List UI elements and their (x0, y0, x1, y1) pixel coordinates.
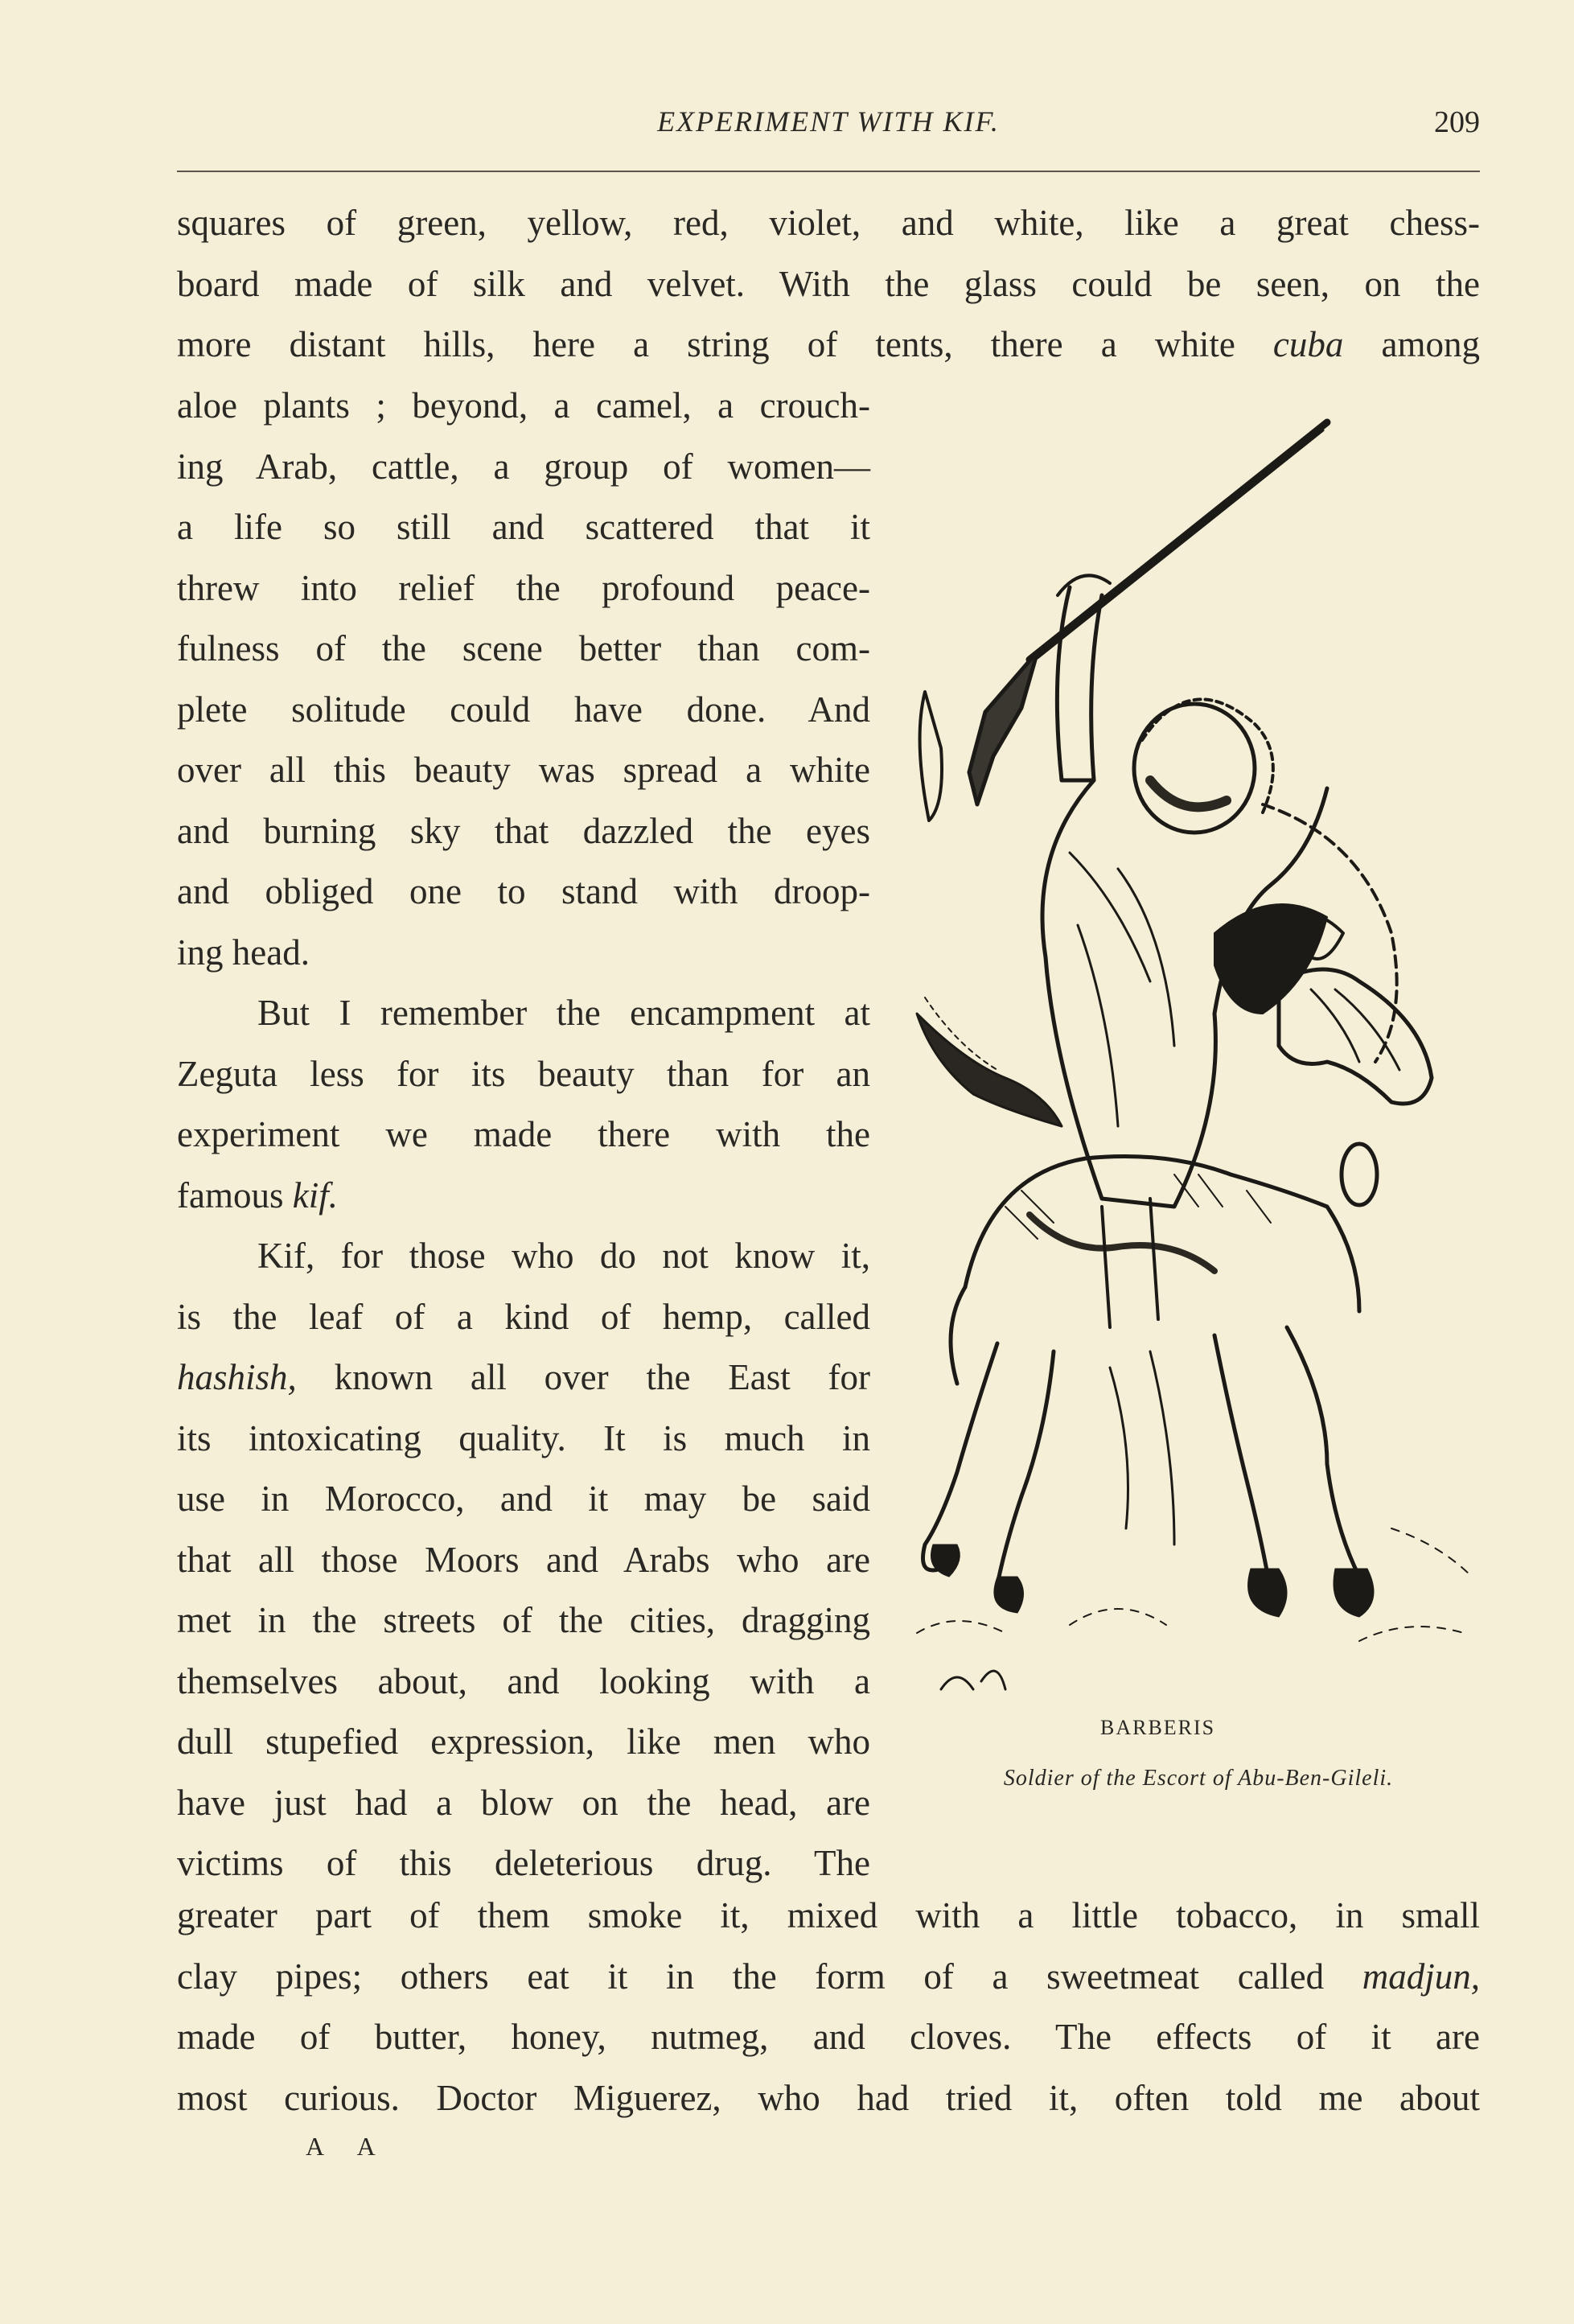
text-run: famous (177, 1174, 293, 1215)
text-line (177, 1347, 870, 1409)
running-title: EXPERIMENT WITH KIF. (657, 105, 1000, 138)
text-line: have just had a blow on the head, are (177, 1782, 870, 1823)
text-line: victims of this deleterious drug. The (177, 1843, 870, 1883)
figure-caption: Soldier of the Escort of Abu-Ben-Gileli. (1003, 1766, 1394, 1791)
text-line: threw into relief the profound peace- (177, 567, 870, 608)
italic-word: madjun, (1362, 1956, 1480, 1997)
italic-word: cuba (1272, 324, 1344, 364)
signature-mark: A A (306, 2132, 390, 2161)
text-line: and burning sky that dazzled the eyes (177, 810, 870, 851)
text-line: its intoxicating quality. It is much in (177, 1417, 870, 1458)
text-line: a life so still and scattered that it (177, 507, 870, 547)
text-line: squares of green, yellow, red, violet, and white, like a great chess- (177, 203, 1480, 243)
text-line: board made of silk and velvet. With the glass could be seen, on the (177, 263, 1480, 304)
illustration-soldier-on-horse (909, 402, 1488, 1770)
text-run: among (1343, 324, 1480, 364)
italic-word: kif. (292, 1174, 338, 1215)
header-rule (177, 171, 1480, 172)
text-line: met in the streets of the cities, dragging (177, 1600, 870, 1640)
text-top-block (177, 193, 1480, 376)
text-line: that all those Moors and Arabs who are (177, 1539, 870, 1580)
text-line: over all this beauty was spread a white (177, 750, 870, 790)
text-line: plete solitude could have done. And (177, 689, 870, 730)
text-line: But I remember the encampment at (257, 993, 870, 1033)
page-header (177, 105, 1480, 153)
text-line: Kif, for those who do not know it, (257, 1236, 870, 1276)
italic-word: hashish, (177, 1357, 297, 1397)
text-run: more distant hills, here a string of tents, there a white (177, 324, 1273, 364)
text-line: ing Arab, cattle, a group of women— (177, 446, 870, 487)
text-line: themselves about, and looking with a (177, 1660, 870, 1701)
text-line: aloe plants ; beyond, a camel, a crouch- (177, 385, 870, 426)
text-line (177, 1947, 1480, 2008)
text-line: is the leaf of a kind of hemp, called (177, 1296, 870, 1337)
text-run: clay pipes; others eat it in the form of a sweetmeat called (177, 1956, 1362, 1997)
text-line: use in Morocco, and it may be said (177, 1479, 870, 1519)
engraving-illustration (909, 402, 1488, 1770)
text-line: made of butter, honey, nutmeg, and cloves. The effects of it are (177, 2017, 1480, 2057)
artist-signature: BARBERIS (1100, 1716, 1216, 1739)
text-line (177, 1166, 870, 1227)
text-bottom-block (177, 1886, 1480, 2129)
text-narrow-block (177, 376, 870, 1894)
text-line: fulness of the scene better than com- (177, 628, 870, 668)
text-line: Zeguta less for its beauty than for an (177, 1053, 870, 1094)
text-line: experiment we made there with the (177, 1114, 870, 1154)
text-line: most curious. Doctor Miguerez, who had tried it, often told me about (177, 2077, 1480, 2118)
text-line: dull stupefied expression, like men who (177, 1721, 870, 1762)
text-line: greater part of them smoke it, mixed with a little tobacco, in small (177, 1895, 1480, 1935)
page-number: 209 (1434, 105, 1480, 139)
text-line: and obliged one to stand with droop- (177, 871, 870, 911)
text-line (177, 315, 1480, 376)
text-line: ing head. (177, 932, 310, 973)
text-run: known all over the East for (296, 1357, 870, 1397)
